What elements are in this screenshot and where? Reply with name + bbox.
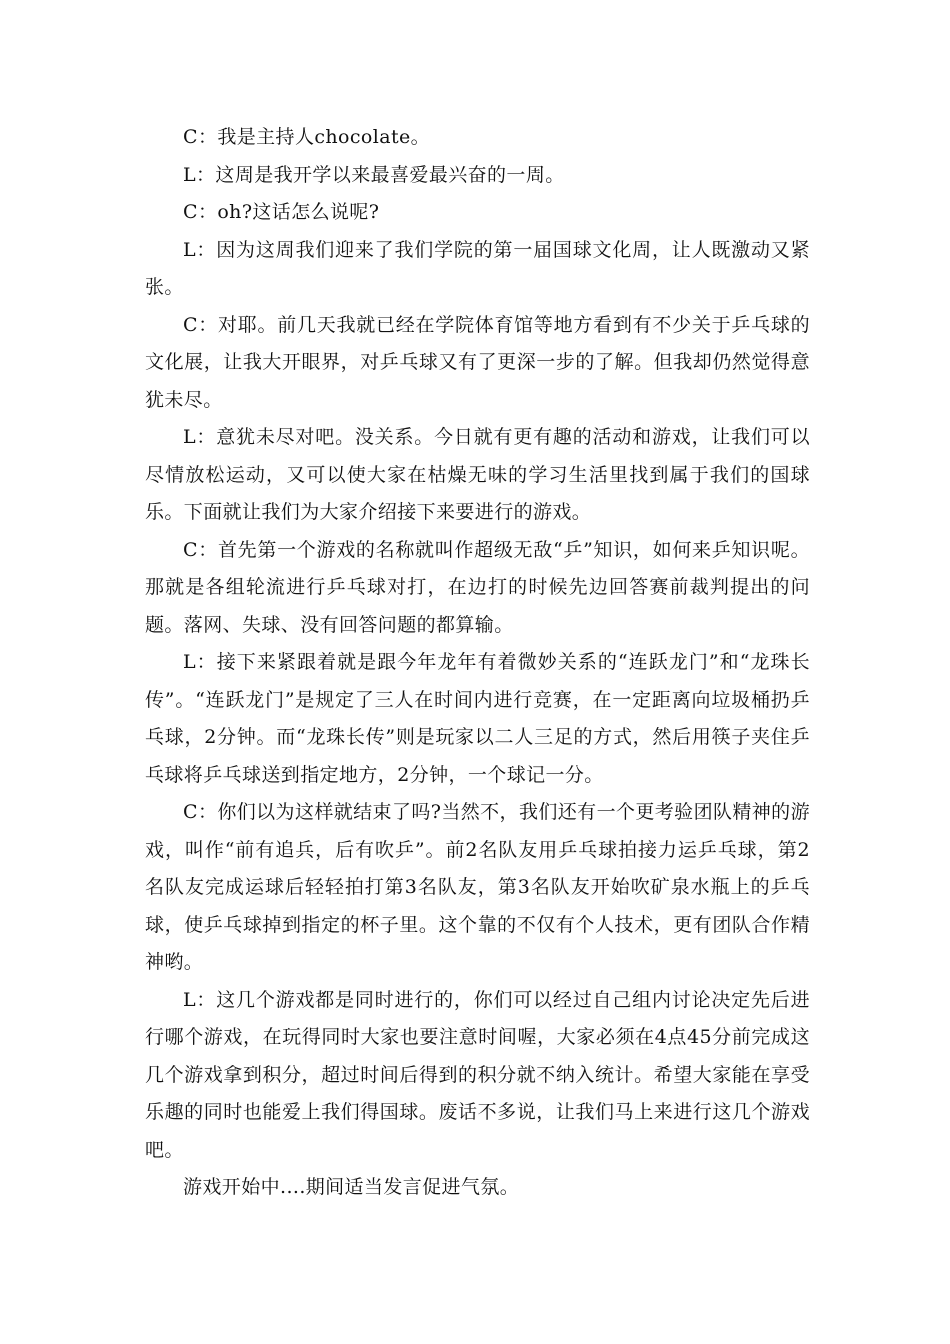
paragraph-host-c-intro: C：我是主持人chocolate。 (183, 126, 431, 148)
paragraph-host-l-activities: L：意犹未尽对吧。没关系。今日就有更有趣的活动和游戏，让我们可以尽情放松运动，又可以使大家在枯燥无味的学习生活里找到属于我们的国球乐。下面就让我们为大家介绍接下来要进行的游戏。 (145, 426, 810, 523)
paragraph-host-c-question: C：oh?这话怎么说呢? (183, 201, 380, 223)
paragraph-host-c-team-game: C：你们以为这样就结束了吗?当然不，我们还有一个更考验团队精神的游戏，叫作“前有追兵，后有吹乒”。前2名队友用乒乓球拍接力运乒乓球，第2名队友完成运球后轻轻拍打第3名队友，第3名队友开始吹矿泉水瓶上的乒乓球，使乒乓球掉到指定的杯子里。这个靠的不仅有个人技术，更有团队合作精神哟。 (145, 801, 810, 973)
paragraph-host-c-exhibition: C：对耶。前几天我就已经在学院体育馆等地方看到有不少关于乒乓球的文化展，让我大开眼界，对乒乓球又有了更深一步的了解。但我却仍然觉得意犹未尽。 (145, 313, 810, 411)
paragraph-host-l-rules: L：这几个游戏都是同时进行的，你们可以经过自己组内讨论决定先后进行哪个游戏，在玩得同时大家也要注意时间喔，大家必须在4点45分前完成这几个游戏拿到积分，超过时间后得到的积分就不纳入统计。希望大家能在享受乐趣的同时也能爱上我们得国球。废话不多说，让我们马上来进行这几个游戏吧。 (145, 988, 810, 1161)
paragraph-host-l-week: L：这周是我开学以来最喜爱最兴奋的一周。 (183, 163, 565, 186)
paragraph-host-c-game-one: C：首先第一个游戏的名称就叫作超级无敌“乒”知识，如何来乒知识呢。那就是各组轮流进行乒乓球对打，在边打的时候先边回答赛前裁判提出的问题。落网、失球、没有回答问题的都算输。 (145, 538, 810, 636)
paragraph-host-l-culture-week: L：因为这周我们迎来了我们学院的第一届国球文化周，让人既激动又紧张。 (145, 238, 810, 298)
paragraph-host-l-dragon-games: L：接下来紧跟着就是跟今年龙年有着微妙关系的“连跃龙门”和“龙珠长传”。“连跃龙门”是规定了三人在时间内进行竞赛，在一定距离向垃圾桶扔乒乓球，2分钟。而“龙珠长传”则是玩家以二人三足的方式，然后用筷子夹住乒乓球将乒乓球送到指定地方，2分钟，一个球记一分。 (145, 651, 810, 786)
document-body (145, 119, 810, 1207)
paragraph-game-start-note: 游戏开始中....期间适当发言促进气氛。 (183, 1176, 520, 1198)
